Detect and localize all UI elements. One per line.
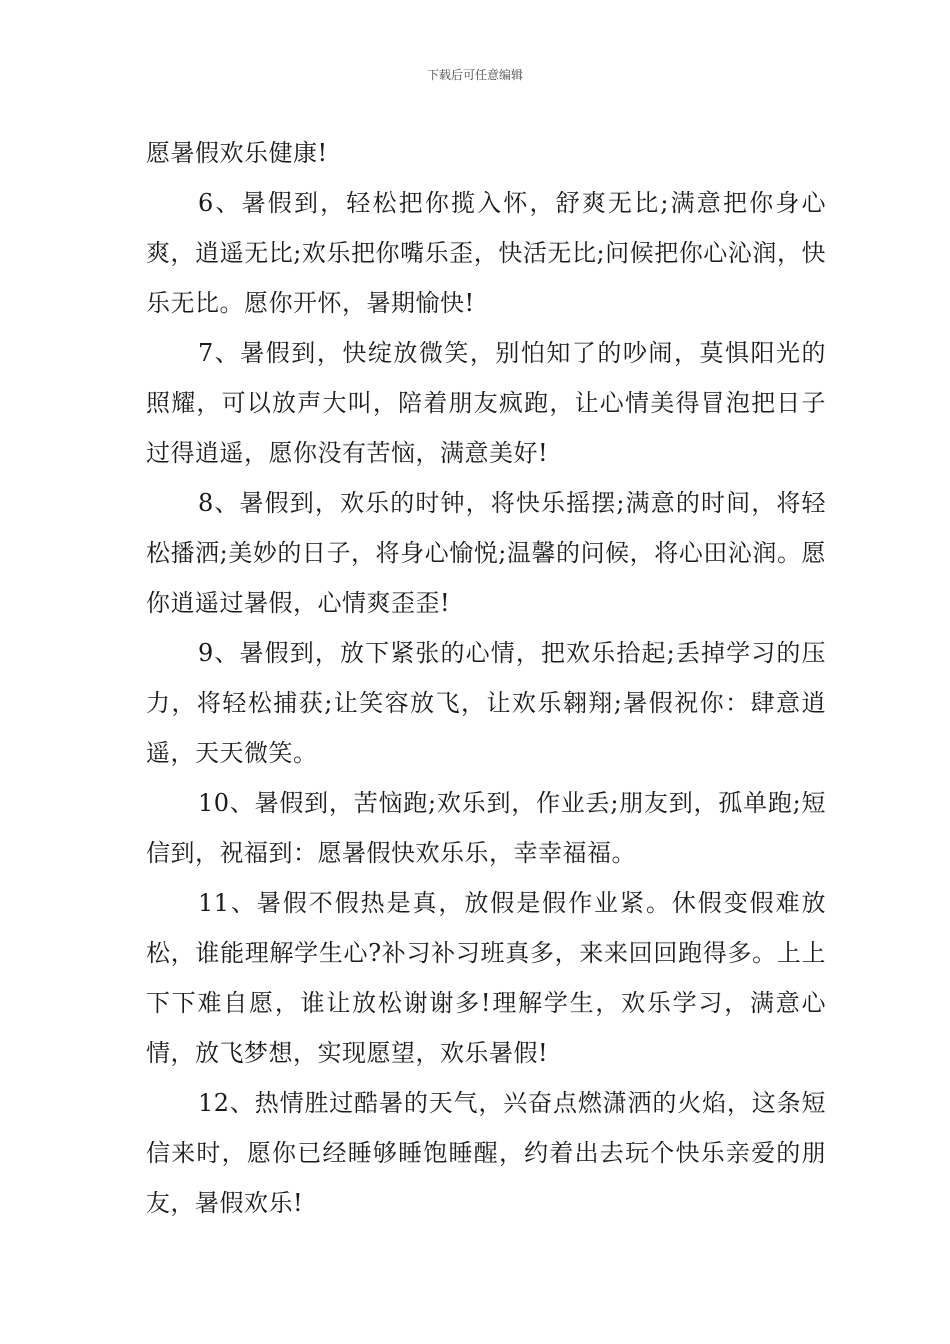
paragraph-0: 愿暑假欢乐健康! — [146, 139, 328, 167]
paragraph-6: 6、暑假到，轻松把你揽入怀，舒爽无比;满意把你身心爽，逍遥无比;欢乐把你嘴乐歪，快活无比;问候把你心沁润，快乐无比。愿你开怀，暑期愉快! — [146, 189, 826, 317]
paragraph-10: 10、暑假到，苦恼跑;欢乐到，作业丢;朋友到，孤单跑;短信到，祝福到：愿暑假快欢乐乐，幸幸福福。 — [146, 789, 826, 867]
paragraph-7: 7、暑假到，快绽放微笑，别怕知了的吵闹，莫惧阳光的照耀，可以放声大叫，陪着朋友疯跑，让心情美得冒泡把日子过得逍遥，愿你没有苦恼，满意美好! — [146, 339, 826, 467]
paragraph-11: 11、暑假不假热是真，放假是假作业紧。休假变假难放松，谁能理解学生心?补习补习班真多，来来回回跑得多。上上下下难自愿，谁让放松谢谢多!理解学生，欢乐学习，满意心情，放飞梦想，实现愿望，欢乐暑假! — [146, 889, 826, 1067]
document-body — [146, 128, 826, 1228]
paragraph-9: 9、暑假到，放下紧张的心情，把欢乐拾起;丢掉学习的压力，将轻松捕获;让笑容放飞，让欢乐翱翔;暑假祝你：肆意逍遥，天天微笑。 — [146, 639, 826, 767]
paragraph-8: 8、暑假到，欢乐的时钟，将快乐摇摆;满意的时间，将轻松播洒;美妙的日子，将身心愉悦;温馨的问候，将心田沁润。愿你逍遥过暑假，心情爽歪歪! — [146, 489, 826, 617]
paragraph-12: 12、热情胜过酷暑的天气，兴奋点燃潇洒的火焰，这条短信来时，愿你已经睡够睡饱睡醒，约着出去玩个快乐亲爱的朋友，暑假欢乐! — [146, 1089, 826, 1217]
page-header-note: 下载后可任意编辑 — [426, 68, 523, 82]
